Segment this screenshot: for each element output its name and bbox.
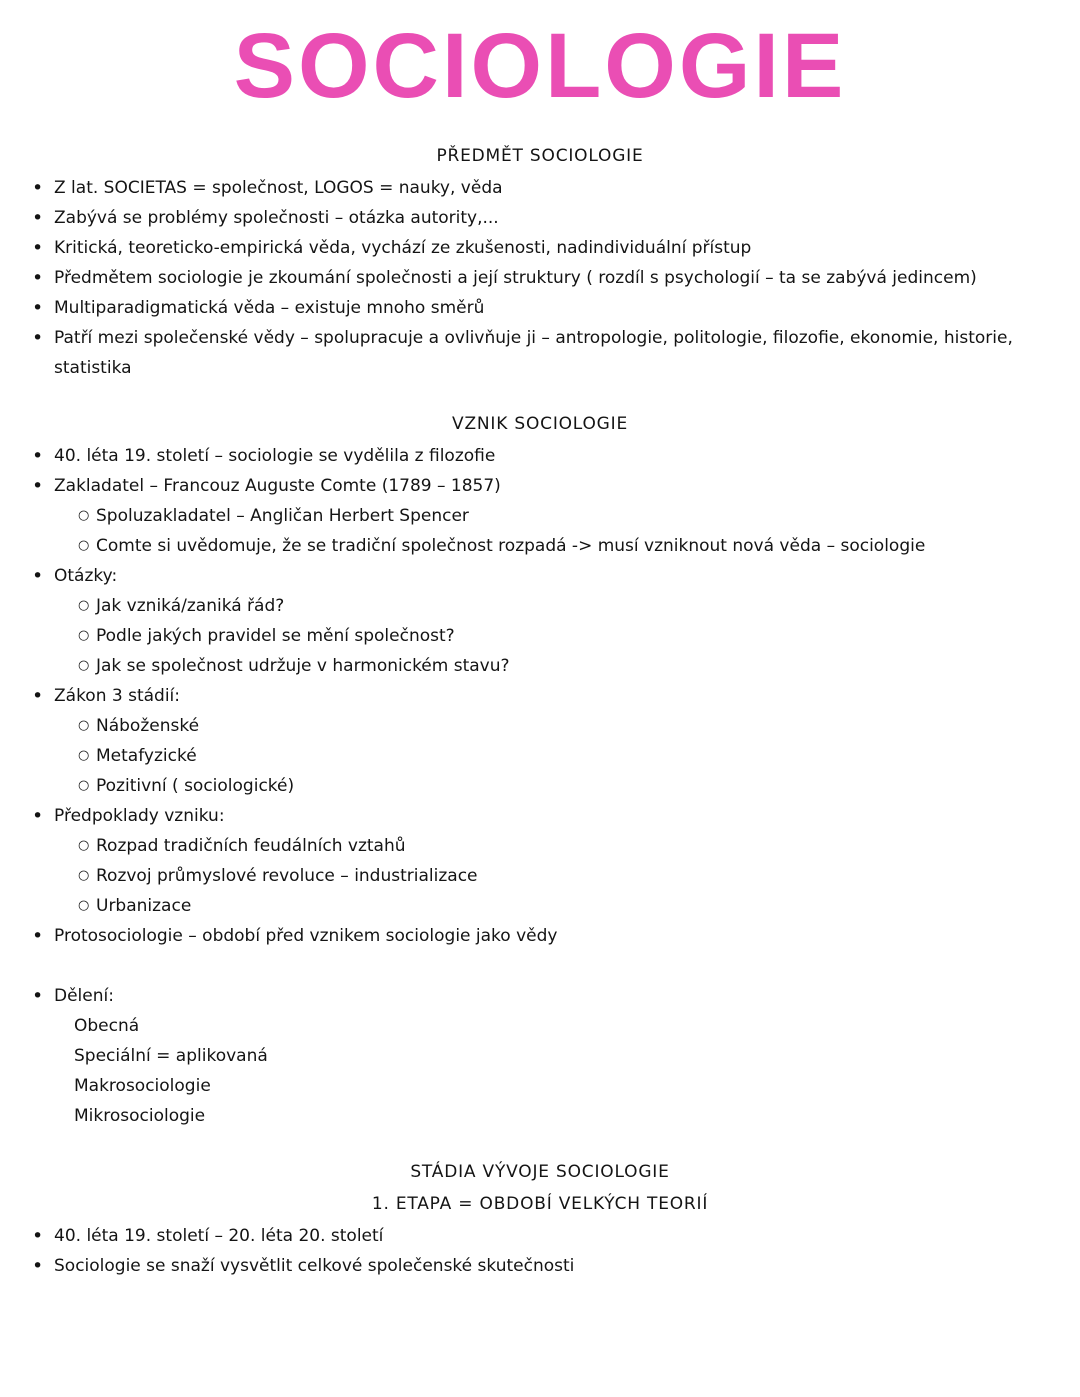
list-item xyxy=(26,681,1054,711)
list-item-text: Multiparadigmatická věda – existuje mnoho směrů xyxy=(54,297,485,318)
list-item xyxy=(26,981,1054,1011)
section-heading: VZNIK SOCIOLOGIE xyxy=(452,413,628,434)
list-item-text: Dělení: xyxy=(54,985,114,1006)
list-item-text: Pozitivní ( sociologické) xyxy=(96,775,295,796)
list-item-text: Předmětem sociologie je zkoumání společnosti a její struktury ( rozdíl s psychologií – ta se zabývá jedincem) xyxy=(54,267,977,288)
bullet-icon: • xyxy=(32,236,44,259)
list-item-text: Spoluzakladatel – Angličan Herbert Spencer xyxy=(96,505,469,526)
list-item xyxy=(26,203,1054,233)
list-item-text: Předpoklady vzniku: xyxy=(54,805,225,826)
list-item xyxy=(26,1071,1054,1101)
list-item xyxy=(26,1041,1054,1071)
list-item xyxy=(26,801,1054,831)
list-item xyxy=(26,891,1054,921)
list-item xyxy=(26,173,1054,203)
bullet-icon: • xyxy=(32,564,44,587)
list-item xyxy=(26,771,1054,801)
list-item-text: 40. léta 19. století – sociologie se vydělila z filozofie xyxy=(54,445,496,466)
circle-bullet-icon: ○ xyxy=(78,507,90,523)
page-title: SOCIOLOGIE xyxy=(233,15,847,117)
list-item xyxy=(26,293,1054,323)
document-section xyxy=(26,141,1054,383)
list-item xyxy=(26,1011,1054,1041)
list-item-text: Patří mezi společenské vědy – spolupracuje a ovlivňuje ji – antropologie, politologie, filozofie, ekonomie, historie, statistika xyxy=(54,327,1013,378)
bullet-icon: • xyxy=(32,804,44,827)
list-item-text: Rozpad tradičních feudálních vztahů xyxy=(96,835,406,856)
list-item-text: Podle jakých pravidel se mění společnost? xyxy=(96,625,455,646)
list-item xyxy=(26,233,1054,263)
bullet-icon: • xyxy=(32,296,44,319)
list-item-text: Kritická, teoreticko-empirická věda, vychází ze zkušenosti, nadindividuální přístup xyxy=(54,237,752,258)
circle-bullet-icon: ○ xyxy=(78,597,90,613)
circle-bullet-icon: ○ xyxy=(78,537,90,553)
sections-container xyxy=(26,141,1054,1281)
list-item xyxy=(26,1251,1054,1281)
bullet-icon: • xyxy=(32,326,44,349)
list-item-text: Zákon 3 stádií: xyxy=(54,685,181,706)
list-item xyxy=(26,263,1054,293)
list-item xyxy=(26,501,1054,531)
list-item-text: Metafyzické xyxy=(96,745,197,766)
list-item xyxy=(26,561,1054,591)
section-heading: 1. ETAPA = OBDOBÍ VELKÝCH TEORIÍ xyxy=(371,1193,709,1214)
list-item-text: Jak se společnost udržuje v harmonickém stavu? xyxy=(96,655,510,676)
blank-line xyxy=(26,951,1054,981)
circle-bullet-icon: ○ xyxy=(78,657,90,673)
bullet-icon: • xyxy=(32,266,44,289)
bullet-icon: • xyxy=(32,176,44,199)
list-item xyxy=(26,323,1054,383)
list-item-text: Comte si uvědomuje, že se tradiční společnost rozpadá -> musí vzniknout nová věda – sociologie xyxy=(96,535,926,556)
circle-bullet-icon: ○ xyxy=(78,897,90,913)
list-item-text: Sociologie se snaží vysvětlit celkové společenské skutečnosti xyxy=(54,1255,575,1276)
list-item-text: Urbanizace xyxy=(96,895,192,916)
circle-bullet-icon: ○ xyxy=(78,837,90,853)
document-section xyxy=(26,1157,1054,1281)
bullet-icon: • xyxy=(32,684,44,707)
list-item-text: Zakladatel – Francouz Auguste Comte (1789 – 1857) xyxy=(54,475,501,496)
bullet-icon: • xyxy=(32,1224,44,1247)
list-item xyxy=(26,621,1054,651)
list-item-text: Obecná xyxy=(74,1015,140,1036)
list-item xyxy=(26,1221,1054,1251)
bullet-icon: • xyxy=(32,474,44,497)
list-item xyxy=(26,531,1054,561)
list-item xyxy=(26,591,1054,621)
circle-bullet-icon: ○ xyxy=(78,717,90,733)
list-item-text: Z lat. SOCIETAS = společnost, LOGOS = nauky, věda xyxy=(54,177,503,198)
list-item xyxy=(26,1101,1054,1131)
list-item-text: Protosociologie – období před vznikem sociologie jako vědy xyxy=(54,925,558,946)
bullet-icon: • xyxy=(32,1254,44,1277)
list-item xyxy=(26,471,1054,501)
circle-bullet-icon: ○ xyxy=(78,627,90,643)
bullet-icon: • xyxy=(32,984,44,1007)
bullet-icon: • xyxy=(32,924,44,947)
list-item-text: Speciální = aplikovaná xyxy=(74,1045,268,1066)
circle-bullet-icon: ○ xyxy=(78,777,90,793)
list-item xyxy=(26,741,1054,771)
list-item xyxy=(26,831,1054,861)
list-item xyxy=(26,441,1054,471)
list-item-text: 40. léta 19. století – 20. léta 20. století xyxy=(54,1225,384,1246)
list-item-text: Náboženské xyxy=(96,715,200,736)
circle-bullet-icon: ○ xyxy=(78,867,90,883)
list-item-text: Zabývá se problémy společnosti – otázka autority,... xyxy=(54,207,499,228)
list-item-text: Mikrosociologie xyxy=(74,1105,206,1126)
section-heading: STÁDIA VÝVOJE SOCIOLOGIE xyxy=(410,1161,670,1182)
list-item xyxy=(26,711,1054,741)
bullet-icon: • xyxy=(32,444,44,467)
list-item-text: Makrosociologie xyxy=(74,1075,211,1096)
bullet-icon: • xyxy=(32,206,44,229)
list-item xyxy=(26,651,1054,681)
list-item xyxy=(26,861,1054,891)
list-item-text: Jak vzniká/zaniká řád? xyxy=(96,595,285,616)
document-section xyxy=(26,409,1054,1131)
list-item-text: Otázky: xyxy=(54,565,118,586)
list-item-text: Rozvoj průmyslové revoluce – industrializace xyxy=(96,865,478,886)
section-heading: PŘEDMĚT SOCIOLOGIE xyxy=(436,145,644,166)
list-item xyxy=(26,921,1054,951)
circle-bullet-icon: ○ xyxy=(78,747,90,763)
